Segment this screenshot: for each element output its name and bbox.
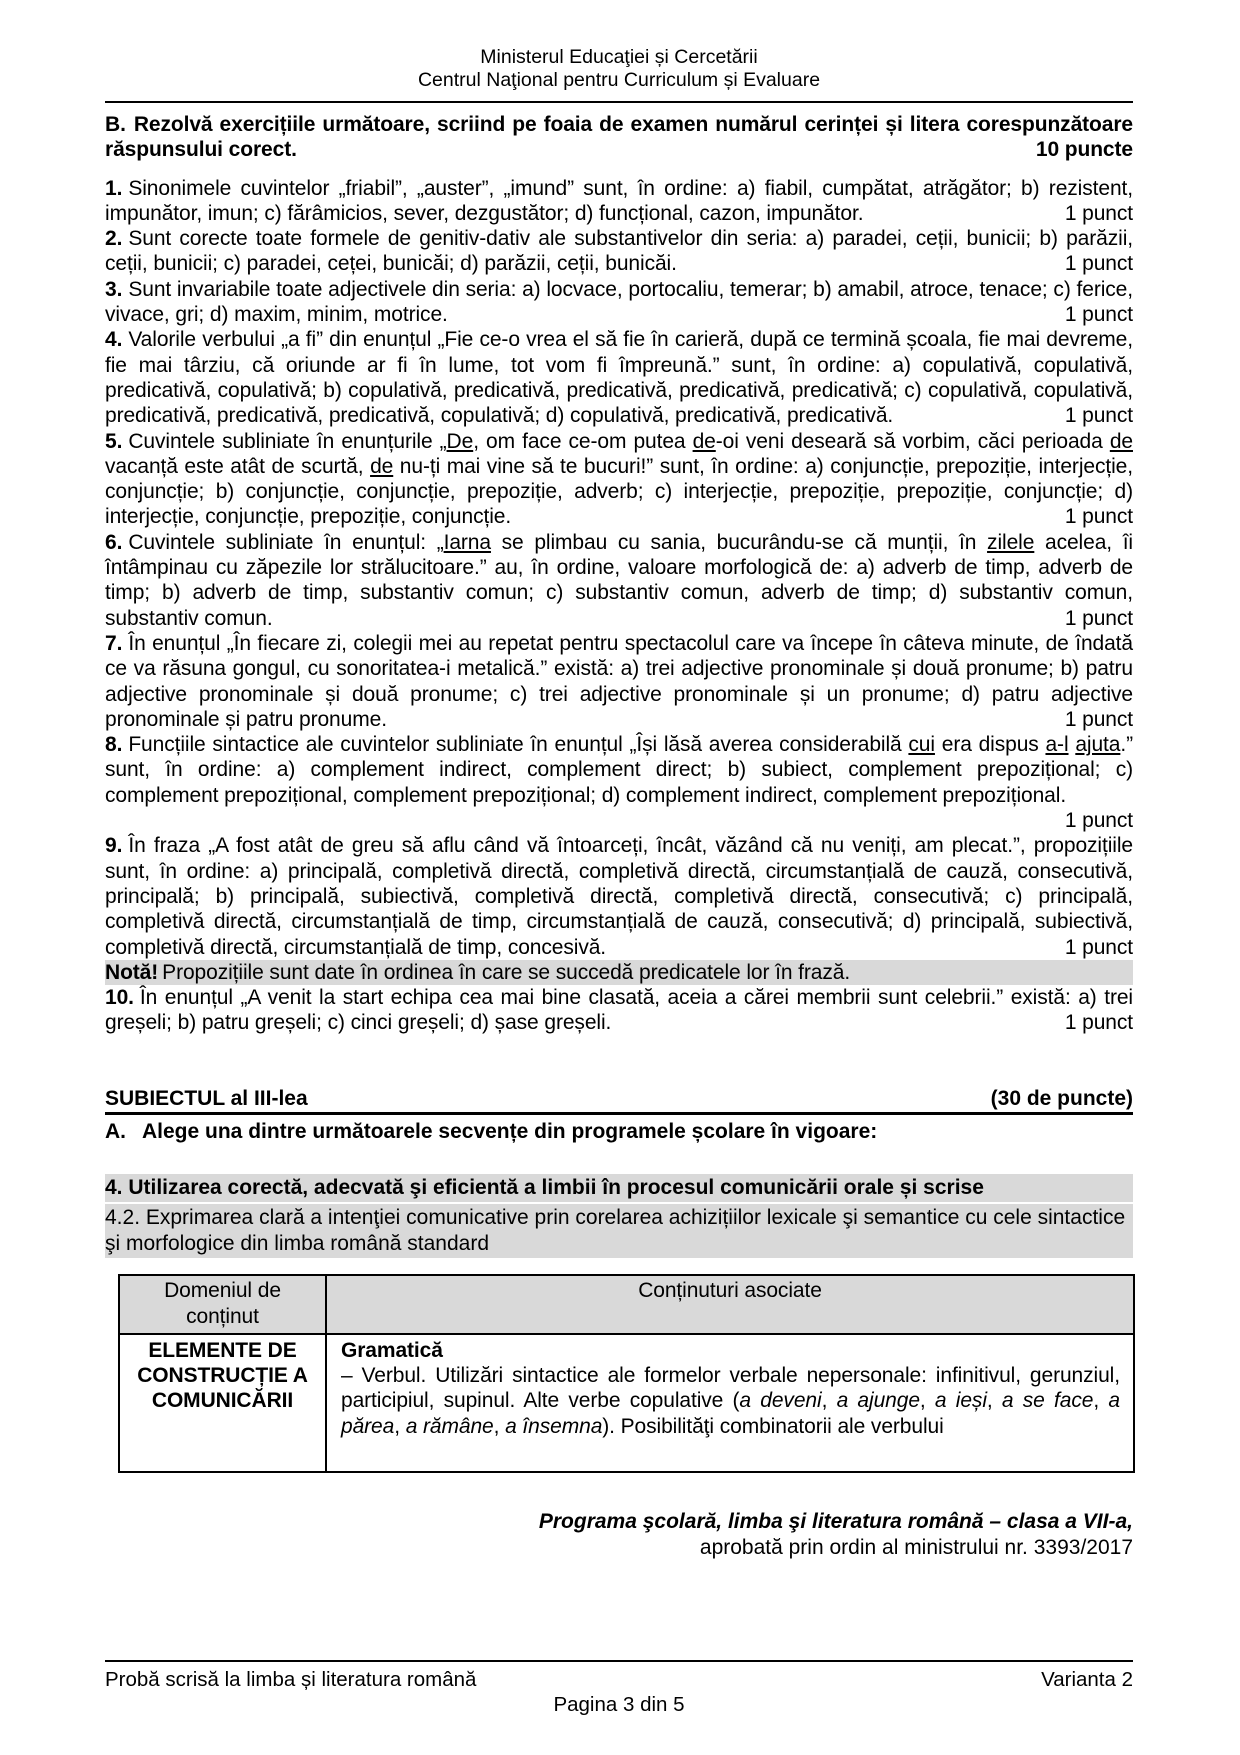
question-number: 6.	[105, 530, 123, 554]
content-cell	[326, 1334, 1134, 1472]
points-label: 1 punct	[1064, 252, 1133, 276]
text-run: Sinonimele cuvintelor „friabil”, „auster”, „imund” sunt, în ordine: a) fiabil, cumpătat, atrăgător; b) rezistent, impunător, imun; c) fărâmicios, sever, dezgustător; d) funcțional, cazon, impunător.	[105, 176, 1133, 225]
program-heading-4-2: 4.2. Exprimarea clară a intenţiei comunicative prin corelarea achizițiilor lexicale şi semantice cu cele sintactice şi morfologice din limba română standard	[105, 1204, 1133, 1258]
text-run: ,	[821, 1389, 837, 1413]
document-header	[105, 46, 1133, 103]
subject-iii-heading	[105, 1086, 1133, 1115]
text-run: ,	[986, 1389, 1002, 1413]
subject-iii-title: SUBIECTUL al III-lea	[105, 1086, 308, 1110]
choice-a-label: A.	[105, 1119, 126, 1143]
footer-variant: Varianta 2	[1041, 1668, 1133, 1691]
points-label: 1 punct	[1064, 201, 1133, 225]
footer-exam-name: Probă scrisă la limba și literatura română	[105, 1668, 477, 1691]
questions-list	[105, 176, 1133, 1036]
subject-iii-points: (30 de puncte)	[990, 1086, 1133, 1110]
content-header-cell: Conținuturi asociate	[326, 1275, 1134, 1334]
nota-banner	[105, 960, 1133, 985]
section-b-heading	[105, 112, 1133, 163]
text-run: .” sunt, în ordine: a) complement indirect, complement direct; b) subiect, complement prepozițional; c) complement prepozițional, complement prepozițional; d) complement indirect, complement prepozițional.	[105, 733, 1133, 807]
text-run: Valorile verbului „a fi” din enunțul „Fie ce-o vrea el să fie în carieră, după ce termină școala, fie mai devreme, fie mai târziu, că oriunde ar fi în lume, tot vom fi împreună.” sunt, în ordine: a) copulativă, copulativă, predicativă, copulativă; b) copulativă, predicativă, predicativă, predicativă, predicativă; c) copulativă, copulativă, predicativă, predicativă, predicativă, copulativă; d) copulativă, predicativă, predicativă.	[105, 328, 1133, 428]
grammar-title: Gramatică	[341, 1338, 443, 1362]
choice-a-heading	[105, 1119, 1133, 1144]
program-heading-4: 4. Utilizarea corectă, adecvată şi eficientă a limbii în procesul comunicării orale și scrise	[105, 1174, 1133, 1202]
underlined-word: ajuta	[1075, 733, 1121, 757]
domain-cell: ELEMENTE DE CONSTRUCȚIE A COMUNICĂRII	[119, 1334, 326, 1472]
question-5	[105, 429, 1133, 530]
section-b-text: Rezolvă exercițiile următoare, scriind pe foaia de examen numărul cerinței și litera corespunzătoare răspunsului corect.	[105, 113, 1133, 162]
underlined-word: Iarna	[443, 530, 491, 554]
italic-text: a se face	[1001, 1389, 1094, 1413]
question-number: 9.	[105, 834, 123, 858]
italic-text: a ajunge	[836, 1389, 920, 1413]
source-attribution	[105, 1509, 1133, 1561]
text-run: era dispus	[934, 733, 1046, 757]
choice-a-text: Alege una dintre următoarele secvențe din programele școlare în vigoare:	[142, 1119, 878, 1143]
domain-header-cell: Domeniul de conținut	[119, 1275, 326, 1334]
text-run: Funcțiile sintactice ale cuvintelor subliniate în enunțul „Își lăsă averea considerabilă	[128, 733, 909, 757]
text-run: acelea, îi întâmpinau cu zăpezile lor strălucitoare.” au, în ordine, valoare morfologică de: a) adverb de timp, adverb de timp; b) adverb de timp, substantiv comun; c) substantiv comun, adverb de timp; d) substantiv comun, substantiv comun.	[105, 530, 1134, 630]
underlined-word: de	[692, 429, 716, 453]
points-label: 1 punct	[1064, 505, 1133, 529]
question-1	[105, 176, 1133, 227]
points-label: 1 punct	[1064, 606, 1133, 630]
text-run: ). Posibilităţi combinatorii ale verbului	[602, 1414, 944, 1438]
nota-label: Notă!	[105, 960, 159, 984]
text-run: -oi veni deseară să vorbim, căci perioada	[715, 429, 1110, 453]
national-center-line: Centrul Naţional pentru Curriculum și Evaluare	[417, 69, 821, 91]
points-label: 1 punct	[1064, 303, 1133, 327]
italic-text: a părea	[341, 1389, 1120, 1438]
question-number: 4.	[105, 328, 123, 352]
text-run: ,	[1093, 1389, 1109, 1413]
attribution-line-1: Programa şcolară, limba şi literatura română – clasa a VII-a,	[538, 1510, 1133, 1534]
section-b-label: B.	[105, 113, 126, 136]
text-run: În fraza „A fost atât de greu să aflu când vă întoarceți, încât, văzând că nu veniți, am plecat.”, propozițiile sunt, în ordine: a) principală, completivă directă, completivă directă, circumstanțială de cauză, consecutivă, principală; b) principală, subiectivă, completivă directă, completivă directă, consecutivă; c) principală, completivă directă, circumstanțială de timp, circumstanțială de cauză, consecutivă; d) principală, subiectivă, completivă directă, circumstanțială de timp, concesivă.	[105, 834, 1133, 959]
italic-text: a însemna	[505, 1414, 603, 1438]
question-number: 3.	[105, 277, 123, 301]
italic-text: a ieși	[934, 1389, 987, 1413]
italic-text: a rămâne	[405, 1414, 494, 1438]
page-footer	[105, 1660, 1133, 1717]
text-run: Sunt corecte toate formele de genitiv-dativ ale substantivelor din seria: a) paradei, ceții, bunicii; b) parăzii, ceții, bunicii; c) paradei, ceței, bunicăi; d) parăzii, ceții, bunicăi.	[105, 227, 1133, 276]
underlined-word: De	[446, 429, 474, 453]
text-run: Sunt invariabile toate adjectivele din seria: a) locvace, portocaliu, temerar; b) amabil, atroce, tenace; c) ferice, vivace, gri; d) maxim, minim, motrice.	[105, 277, 1133, 327]
question-2	[105, 226, 1133, 277]
content-table	[118, 1274, 1135, 1473]
text-run: Cuvintele subliniate în enunțurile „	[128, 429, 447, 453]
text-run: ,	[394, 1414, 406, 1438]
question-7	[105, 631, 1133, 732]
points-label: 1 punct	[1064, 707, 1133, 731]
question-4	[105, 327, 1133, 428]
underlined-word: de	[1109, 429, 1133, 453]
points-label: 1 punct	[1064, 935, 1133, 959]
question-number: 7.	[105, 631, 123, 655]
text-run: Propozițiile sunt date în ordinea în care se succedă predicatele lor în frază.	[162, 960, 851, 984]
text-run: În enunțul „A venit la start echipa cea mai bine clasată, aceia a cărei membrii sunt celebrii.” există: a) trei greșeli; b) patru greșeli; c) cinci greșeli; d) șase greșeli.	[105, 986, 1133, 1035]
question-number: 1.	[105, 176, 123, 200]
underlined-word: zilele	[987, 530, 1035, 554]
text-run: nu-ți mai vine să te bucuri!” sunt, în ordine: a) conjuncție, prepoziție, interjecție, conjuncție; b) conjuncție, conjuncție, prepoziție, adverb; c) interjecție, prepoziție, prepoziție, conjuncție; d) interjecție, conjuncție, prepoziție, conjuncție.	[105, 454, 1133, 529]
question-number: 2.	[105, 227, 123, 251]
ministry-line: Ministerul Educaţiei și Cercetării	[480, 46, 758, 68]
question-10	[105, 985, 1133, 1036]
points-label: 1 punct	[1064, 809, 1133, 833]
text-run: se plimbau cu sania, bucurându-se că munții, în	[490, 530, 988, 554]
underlined-word: a-l	[1045, 733, 1069, 757]
question-8	[105, 732, 1133, 833]
question-6	[105, 530, 1133, 631]
text-run: – Verbul. Utilizări sintactice ale formelor verbale nepersonale: infinitivul, gerunziul, participiul, supinul. Alte verbe copulative (	[341, 1364, 1120, 1413]
text-run: ,	[493, 1414, 506, 1438]
table-body-row	[119, 1334, 1134, 1472]
text-run: vacanță este atât de scurtă,	[105, 454, 371, 478]
table-header-row	[119, 1275, 1134, 1334]
section-b-points: 10 puncte	[1035, 138, 1133, 162]
underlined-word: de	[370, 454, 394, 478]
question-3	[105, 277, 1133, 328]
grammar-body	[341, 1363, 1120, 1439]
question-number: 10.	[105, 986, 134, 1010]
question-number: 8.	[105, 733, 123, 757]
text-run: ,	[919, 1389, 935, 1413]
question-9	[105, 833, 1133, 959]
text-run: În enunțul „În fiecare zi, colegii mei au repetat pentru spectacolul care va începe în câteva minute, de îndată ce va răsuna gongul, cu sonoritatea-i metalică.” există: a) trei adjective pronominale și două pronume; b) patru adjective pronominale și două pronume; c) trei adjective pronominale și un pronume; d) patru adjective pronominale și patru pronume.	[105, 631, 1133, 731]
italic-text: a deveni	[739, 1389, 822, 1413]
footer-page-number: Pagina 3 din 5	[553, 1693, 685, 1716]
points-label: 1 punct	[1064, 404, 1133, 428]
text-run: , om face ce-om putea	[473, 429, 693, 453]
points-label: 1 punct	[1064, 1011, 1133, 1035]
text-run: Cuvintele subliniate în enunțul: „	[128, 530, 444, 554]
question-number: 5.	[105, 429, 123, 453]
underlined-word: cui	[908, 733, 935, 757]
attribution-line-2: aprobată prin ordin al ministrului nr. 3393/2017	[699, 1536, 1133, 1560]
